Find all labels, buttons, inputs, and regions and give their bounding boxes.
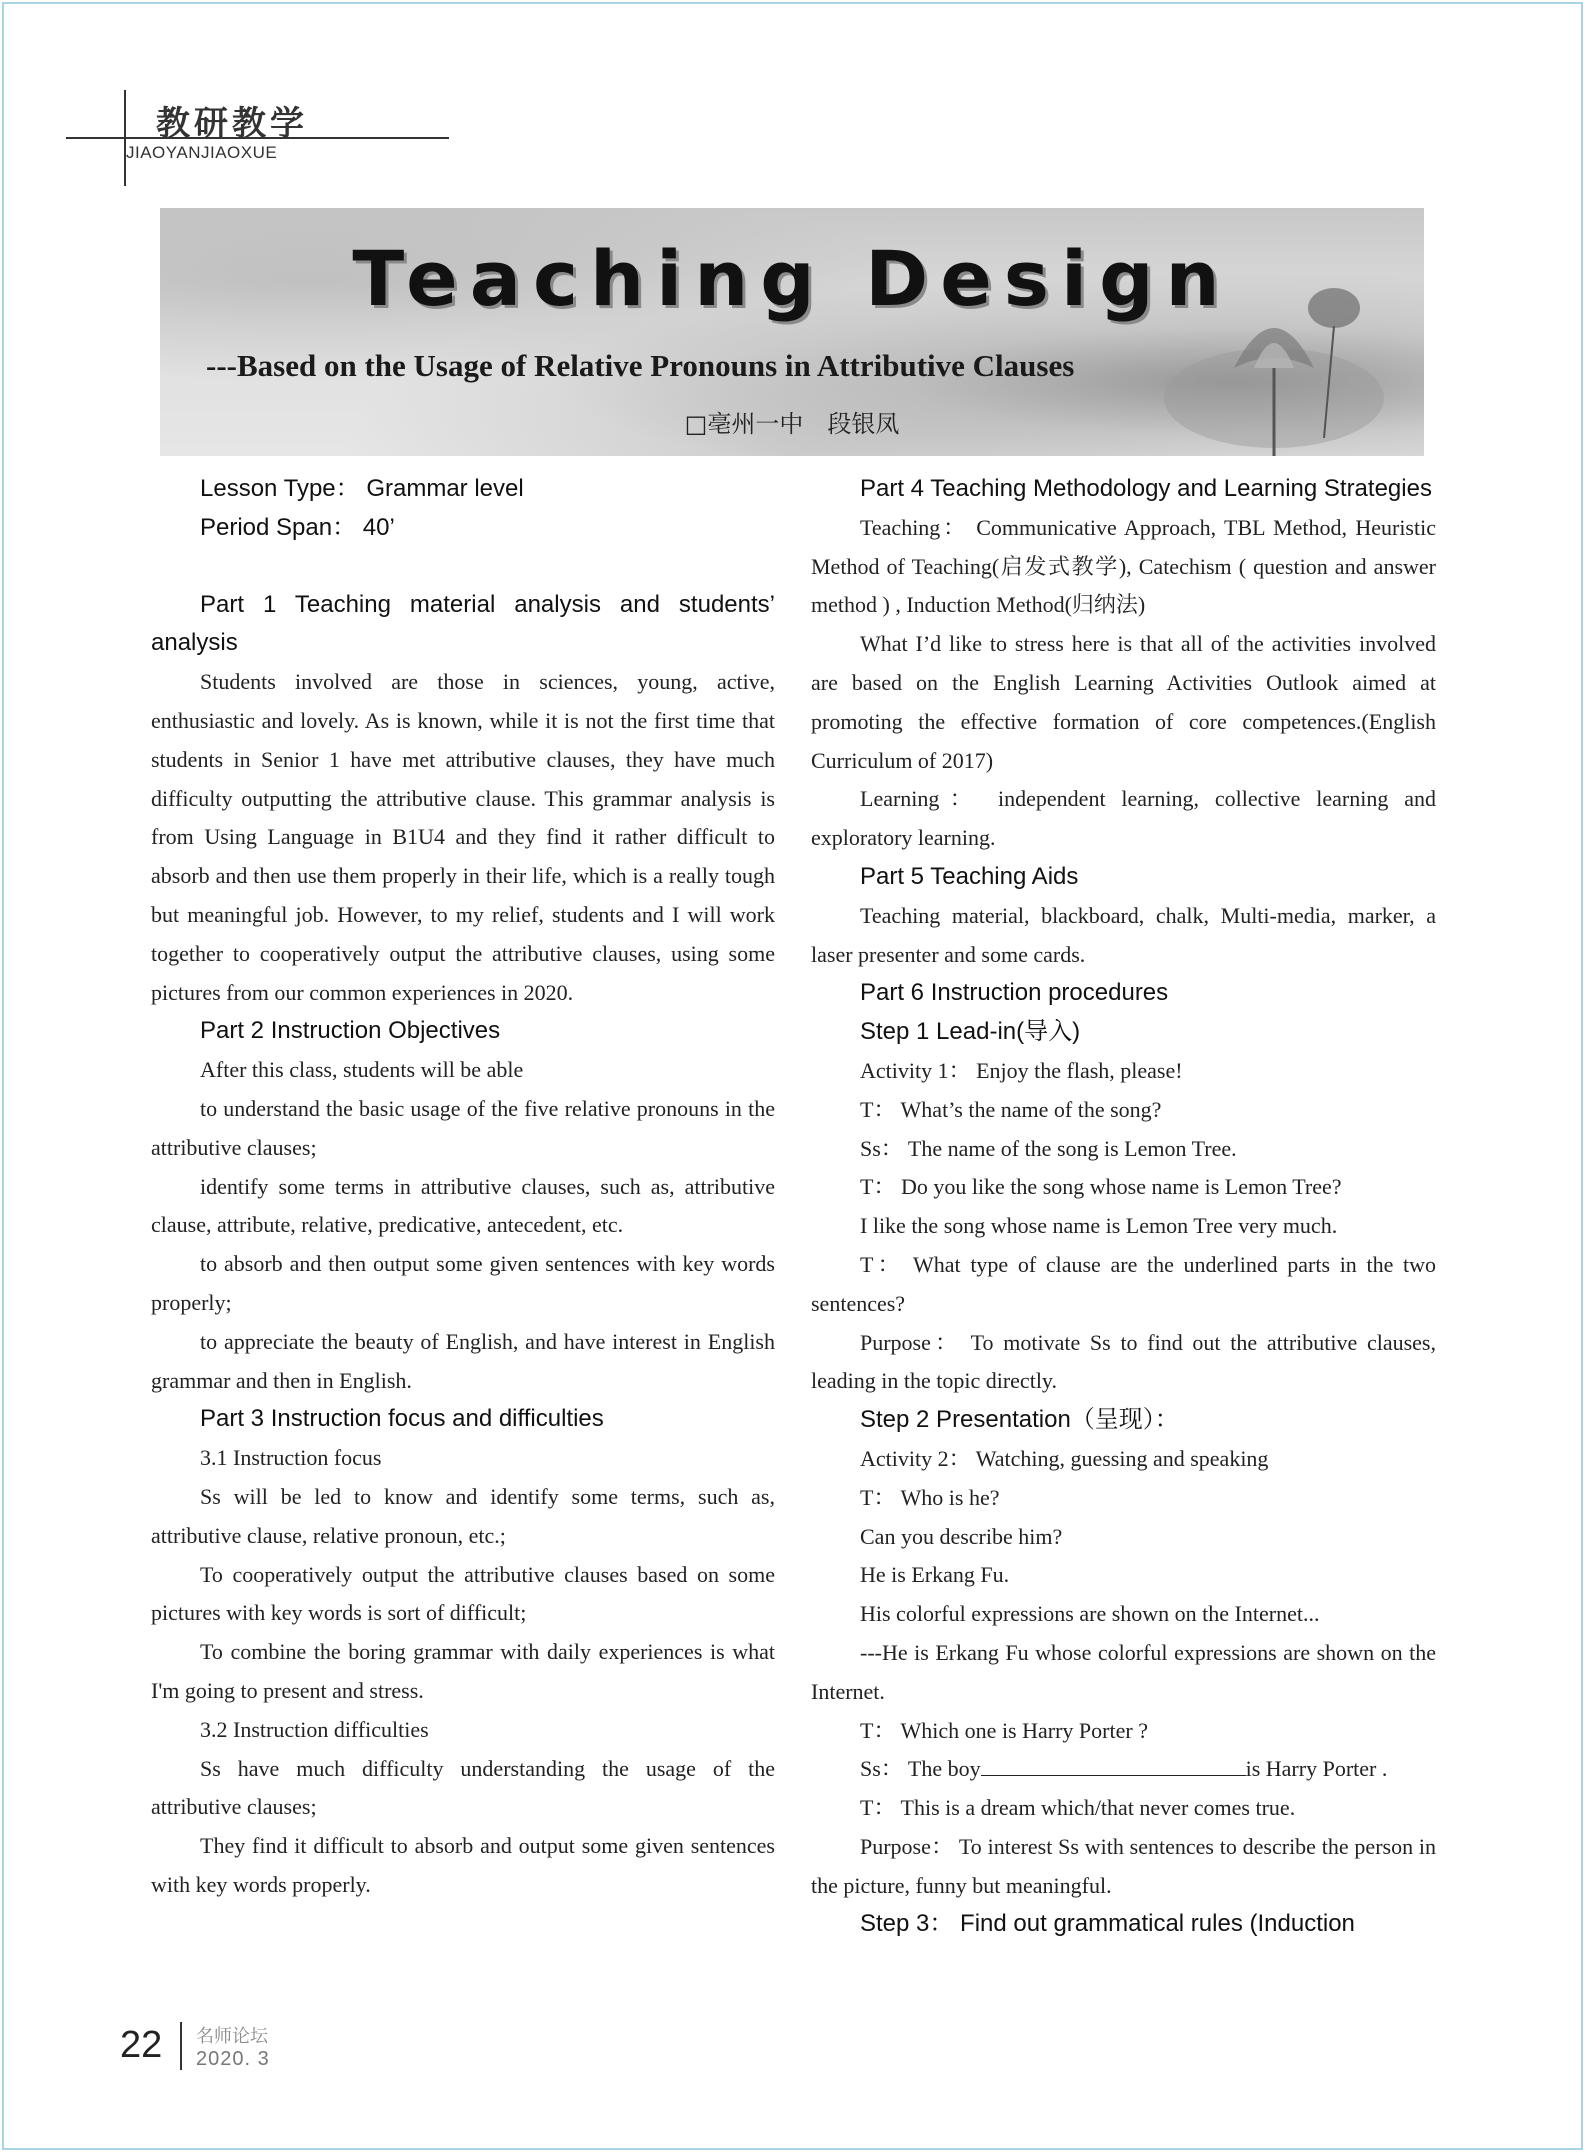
body-paragraph: They find it difficult to absorb and output some given sentences with key words properly. — [151, 1833, 775, 1897]
body-paragraph: T： What’s the name of the song? — [860, 1096, 1162, 1122]
footer-rule — [180, 2022, 182, 2070]
left-column — [151, 470, 775, 1905]
body-paragraph: Ss have much difficulty understanding the usage of the attributive clauses; — [151, 1755, 775, 1820]
body-paragraph: Students involved are those in sciences, young, active, enthusiastic and lovely. As is known, while it is not the first time that students in Senior 1 have met attributive clauses, they have much difficulty outputting the attributive clause. This grammar analysis is from Using Language in B1U4 and they find it rather difficult to absorb and then use them properly in their life, which is a really tough but meaningful job. However, to my relief, students and I will work together to cooperatively output the attributive clauses, using some pictures from our common experiences in 2020. — [151, 669, 775, 1005]
body-paragraph: What I’d like to stress here is that all of the activities involved are based on the English Learning Activities Outlook aimed at promoting the effective formation of core competences.(English Curriculum of 2017) — [811, 631, 1436, 773]
journal-name: 名师论坛 — [196, 2026, 268, 2047]
issue-date: 2020. 3 — [196, 2048, 270, 2070]
body-paragraph: ---He is Erkang Fu whose colorful expressions are shown on the Internet. — [811, 1639, 1436, 1704]
blank-sentence-end: is Harry Porter . — [1245, 1756, 1388, 1782]
body-paragraph: 3.2 Instruction difficulties — [200, 1716, 429, 1742]
body-paragraph: Purpose： To motivate Ss to find out the attributive clauses, leading in the topic directly. — [811, 1329, 1436, 1394]
section-heading: Step 3： Find out grammatical rules (Induction — [860, 1910, 1355, 1938]
body-paragraph: His colorful expressions are shown on the Internet... — [860, 1601, 1320, 1627]
section-heading: Part 1 Teaching material analysis and students’ analysis — [151, 590, 775, 657]
body-paragraph: T： What type of clause are the underlined parts in the two sentences? — [811, 1251, 1436, 1316]
page-number: 22 — [120, 2024, 163, 2066]
section-heading: Step 2 Presentation（呈现）： — [860, 1406, 1179, 1434]
section-heading: Lesson Type： Grammar level — [200, 475, 524, 502]
body-paragraph: to understand the basic usage of the five relative pronouns in the attributive clauses; — [151, 1095, 775, 1160]
body-paragraph: Teaching： Communicative Approach, TBL Method, Heuristic Method of Teaching(启发式教学), Catechism ( question and answer method ) , Induction Method(归纳法) — [811, 514, 1436, 618]
body-paragraph: Ss will be led to know and identify some terms, such as, attributive clause, relative pronoun, etc.; — [151, 1483, 775, 1548]
section-heading: Part 4 Teaching Methodology and Learning Strategies — [860, 475, 1432, 502]
body-paragraph: Activity 2： Watching, guessing and speaking — [860, 1445, 1269, 1471]
section-heading: Part 5 Teaching Aids — [860, 862, 1079, 890]
body-paragraph: 3.1 Instruction focus — [200, 1445, 382, 1471]
answer-blank — [981, 1751, 1246, 1776]
body-paragraph: identify some terms in attributive clauses, such as, attributive clause, attribute, relative, predicative, antecedent, etc. — [151, 1173, 775, 1238]
section-heading: Part 2 Instruction Objectives — [200, 1017, 501, 1045]
body-paragraph: T： Who is he? — [860, 1484, 1000, 1510]
body-paragraph: To cooperatively output the attributive clauses based on some pictures with key words is sort of difficult; — [151, 1561, 775, 1626]
body-paragraph: Purpose： To interest Ss with sentences to describe the person in the picture, funny but meaningful. — [811, 1833, 1436, 1898]
body-paragraph: Teaching material, blackboard, chalk, Multi-media, marker, a laser presenter and some cards. — [811, 902, 1436, 967]
body-paragraph: He is Erkang Fu. — [860, 1562, 1010, 1588]
right-column — [811, 470, 1436, 1944]
body-paragraph: T： This is a dream which/that never comes true. — [860, 1795, 1296, 1821]
body-paragraph: After this class, students will be able — [200, 1057, 524, 1083]
body-paragraph: Can you describe him? — [860, 1523, 1063, 1549]
blank-sentence-start: Ss： The boy — [860, 1756, 981, 1782]
section-pinyin: JIAOYANJIAOXUE — [126, 143, 278, 162]
body-paragraph: I like the song whose name is Lemon Tree very much. — [860, 1213, 1338, 1239]
article-author: □亳州一中 段银凤 — [684, 410, 900, 438]
body-paragraph: Ss： The name of the song is Lemon Tree. — [860, 1135, 1237, 1161]
body-paragraph: T： Which one is Harry Porter ? — [860, 1717, 1148, 1743]
body-paragraph: Activity 1： Enjoy the flash, please! — [860, 1057, 1183, 1083]
body-paragraph: To combine the boring grammar with daily experiences is what I'm going to present and stress. — [151, 1639, 775, 1703]
fill-in-blank-sentence — [811, 1750, 1436, 1789]
article-title: Teaching Design — [352, 234, 1232, 323]
article-subtitle: ---Based on the Usage of Relative Pronouns in Attributive Clauses — [206, 348, 1075, 383]
body-paragraph: to absorb and then output some given sentences with key words properly; — [151, 1251, 775, 1315]
section-heading: Part 3 Instruction focus and difficulties — [200, 1405, 604, 1433]
section-title: 教研教学 — [156, 104, 308, 144]
body-paragraph: to appreciate the beauty of English, and have interest in English grammar and then in English. — [151, 1328, 775, 1393]
section-heading: Part 6 Instruction procedures — [860, 979, 1169, 1007]
section-heading: Period Span： 40’ — [200, 513, 395, 541]
body-paragraph: Learning： independent learning, collective learning and exploratory learning. — [811, 786, 1436, 851]
body-paragraph: T： Do you like the song whose name is Lemon Tree? — [860, 1174, 1342, 1200]
title-banner — [160, 208, 1424, 456]
section-heading: Step 1 Lead-in(导入) — [860, 1018, 1081, 1046]
